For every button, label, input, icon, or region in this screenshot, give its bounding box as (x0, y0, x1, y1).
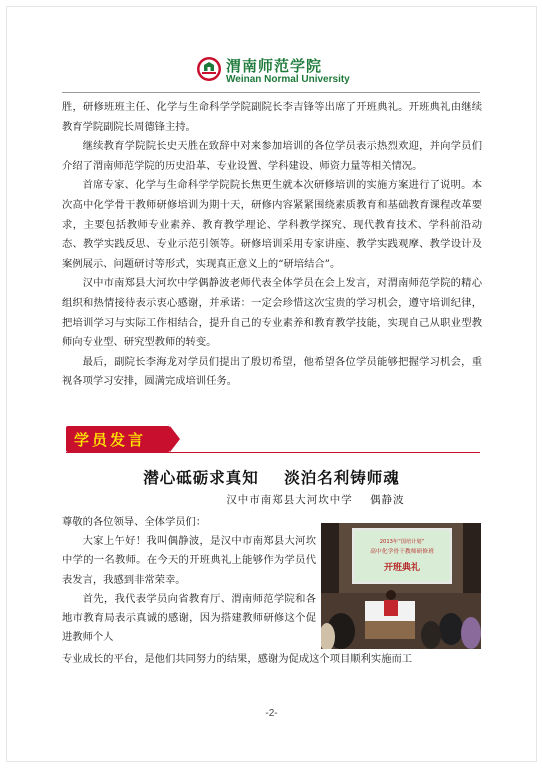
paragraph: 大家上午好！我叫偶静波，是汉中市南郑县大河坎中学的一名教师。在今天的开班典礼上能够作为学员代表发言，我感到非常荣幸。 (62, 535, 316, 586)
header-divider (62, 92, 480, 93)
paragraph: 汉中市南郑县大河坎中学偶静波老师代表全体学员在会上发言，对渭南师范学院的精心组织和热情接待表示衷心感谢，并承诺：一定会珍惜这次宝贵的学习机会，遵守培训纪律，把培训学习与实际工作相结合，提升自己的专业素养和教育教学技能，实现自己从职业型教师向专业型、研究型教师的转变。 (62, 277, 482, 349)
paragraph: 首先，我代表学员向省教育厅、渭南师范学院和各地市教育局表示真诚的感谢，因为搭建教师研修这个促进教师个人 (62, 592, 316, 644)
projection-line-3: 开班典礼 (383, 563, 421, 573)
section-banner (66, 424, 170, 454)
paragraph: 继续教育学院院长史天胜在致辞中对来参加培训的各位学员表示热烈欢迎，并向学员们介绍了渭南师范学院的历史沿革、专业设置、学科建设、师资力量等相关情况。 (62, 140, 482, 172)
paragraph: 首席专家、化学与生命科学学院院长焦更生就本次研修培训的实施方案进行了说明。本次高中化学骨干教师研修培训为期十天，研修内容紧紧围绕素质教育和基础教育课程改革要求，主要包括教师专业素养、教育教学理论、学科教学探究、现代教育技术、学科前沿动态、教学实践反思、专业示范引领等。研修培训采用专家讲座、教学实践观摩、教学设计及案例展示、问题研讨等形式，实现真正意义上的“研培结合”。 (62, 179, 482, 270)
projection-line-1: 2013年“国培计划” (379, 539, 425, 545)
article-body-continued: 专业成长的平台，是他们共同努力的结果，感谢为促成这个项目顺利实施而工 (62, 653, 413, 665)
section-divider (66, 452, 480, 453)
news-body (62, 98, 482, 392)
article-title: 潜心砥砺求真知 淡泊名利铸师魂 (143, 468, 400, 487)
projection-line-2: 高中化学骨干教师研修班 (370, 549, 434, 555)
logo-chinese-name: 渭南师范学院 (226, 57, 323, 75)
section-banner-label: 学员发言 (74, 431, 147, 449)
ceremony-photo (321, 523, 481, 649)
university-emblem-icon (196, 56, 222, 82)
salutation: 尊敬的各位领导、全体学员们： (62, 516, 207, 528)
paragraph: 胜，研修班班主任、化学与生命科学学院副院长李吉锋等出席了开班典礼。开班典礼由继续教育学院副院长周德锋主持。 (62, 101, 482, 133)
article-byline: 汉中市南郑县大河坎中学 偶静波 (226, 494, 405, 506)
article-body-column (62, 513, 316, 647)
page-number: -2- (265, 708, 278, 719)
paragraph: 最后，副院长李海龙对学员们提出了殷切希望，他希望各位学员能够把握学习机会，重视各项学习安排，圆满完成培训任务。 (62, 355, 482, 388)
logo-english-name: Weinan Normal University (226, 74, 350, 85)
